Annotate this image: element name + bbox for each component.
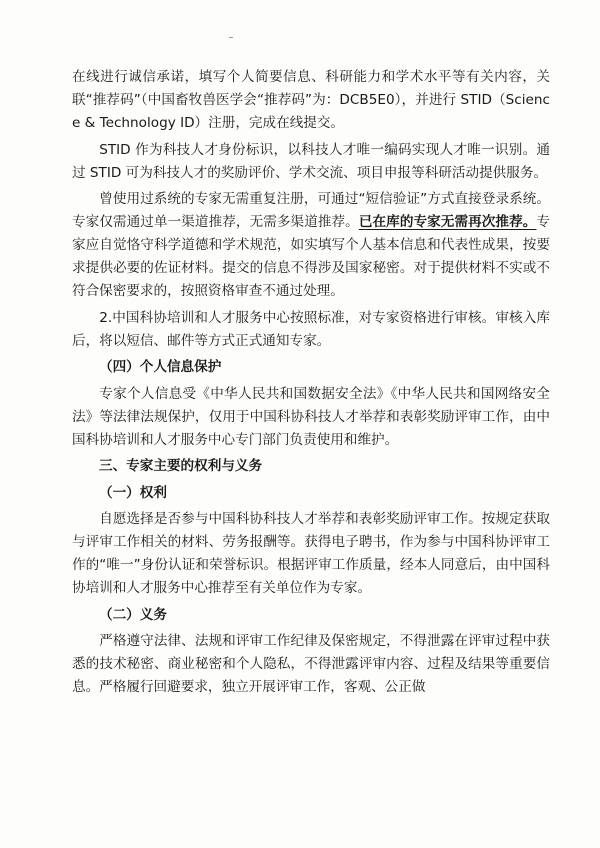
paragraph-registration: 在线进行诚信承诺，填写个人简要信息、科研能力和学术水平等有关内容，关联“推荐码”（中国畜牧兽医学会“推荐码”为：DCB5E0），并进行 STID（Science & Technology ID）注册，完成在线提交。 bbox=[72, 69, 550, 131]
paragraph-login-before: 曾使用过系统的专家无需重复注册，可通过“短信验证”方式直接登录系统。专家仅需通过单一渠道推荐，无需多渠道推荐。 bbox=[72, 191, 550, 230]
heading-rights: （一）权利 bbox=[99, 484, 167, 501]
paragraph-login-after: 专家应自觉恪守科学道德和学术规范，如实填写个人基本信息和代表性成果，按要求提供必要的佐证材料。提交的信息不得涉及国家秘密。对于提供材料不实或不符合保密要求的，按照资格审查不通过处理。 bbox=[72, 214, 551, 299]
paragraph-login-underlined: 已在库的专家无需再次推荐。 bbox=[358, 214, 537, 230]
paragraph-review: 2.中国科协培训和人才服务中心按照标准，对专家资格进行审核。审核入库后，将以短信、邮件等方式正式通知专家。 bbox=[72, 309, 550, 349]
paragraph-duties: 严格遵守法律、法规和评审工作纪律及保密规定，不得泄露在评审过程中获悉的技术秘密、商业秘密和个人隐私，不得泄露评审内容、过程及结果等重要信息。严格履行回避要求，独立开展评审工作，客观、公正做 bbox=[72, 633, 550, 695]
paragraph-privacy: 专家个人信息受《中华人民共和国数据安全法》《中华人民共和国网络安全法》等法律法规保护，仅用于中国科协科技人才举荐和表彰奖励评审工作，由中国科协培训和人才服务中心专门部门负责使用和维护。 bbox=[72, 385, 550, 448]
document-body bbox=[72, 66, 550, 703]
scan-mark bbox=[229, 37, 233, 38]
section-rights-duties: 三、专家主要的权利与义务 bbox=[99, 458, 263, 474]
paragraph-stid: STID 作为科技人才身份标识，以科技人才唯一编码实现人才唯一识别。通过 STID 可为科技人才的奖励评价、学术交流、项目申报等科研活动提供服务。 bbox=[72, 141, 550, 181]
heading-privacy: （四）个人信息保护 bbox=[99, 359, 222, 375]
paragraph-rights: 自愿选择是否参与中国科协科技人才举荐和表彰奖励评审工作。按规定获取与评审工作相关的材料、劳务报酬等。获得电子聘书，作为参与中国科协评审工作的“唯一”身份认证和荣誉标识。根据评审工作质量，经本人同意后，由中国科协培训和人才服务中心推荐至有关单位作为专家。 bbox=[72, 511, 550, 596]
heading-duties: （二）义务 bbox=[99, 606, 167, 623]
paragraph-login bbox=[72, 188, 550, 303]
